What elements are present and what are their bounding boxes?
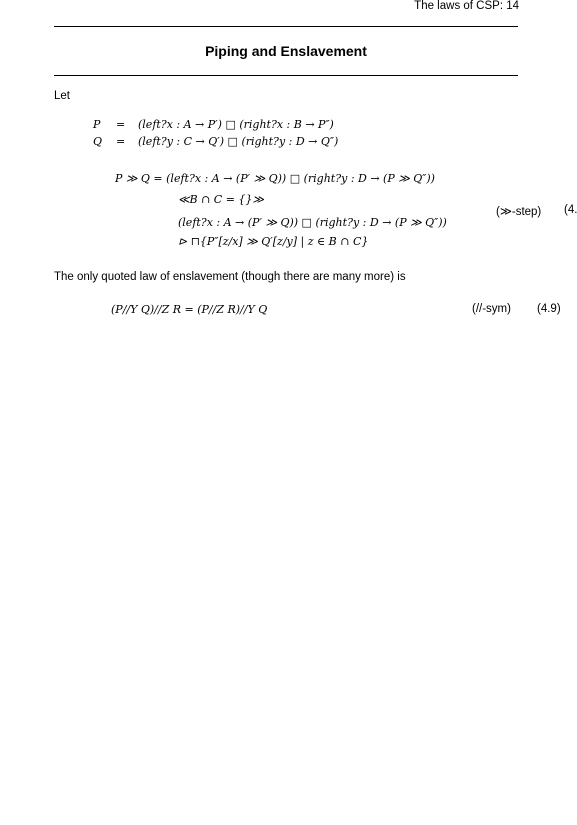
law1-fourth-line: ⊳ ⊓{P″[z/x] ≫ Q′[z/y] | z ∈ B ∩ C} [178,235,369,248]
def-q-rhs: (left?y : C → Q′) □ (right?y : D → Q″) [138,135,339,148]
law2-tag: (//-sym) [472,303,511,315]
law2-equation: (P//Y Q)//Z R = (P//Z R)//Y Q [111,303,268,316]
law1-first-line: P ≫ Q = (left?x : A → (P′ ≫ Q)) □ (right?y : D → (P ≫ Q″)) [115,172,435,185]
let-word: Let [54,90,70,102]
def-q-lhs: Q [93,135,103,148]
law1-third-line: (left?x : A → (P′ ≫ Q)) □ (right?y : D → (P ≫ Q″)) [178,216,447,229]
top-rule [54,26,518,27]
paragraph-text: The only quoted law of enslavement (though there are many more) is [54,271,406,283]
def-p-lhs: P [93,118,101,131]
law1-tag: (≫-step) [496,206,542,218]
running-header: The laws of CSP: 14 [414,0,519,12]
def-q-eq: = [116,135,126,148]
law1-condition: ≪B ∩ C = {}≫ [178,193,264,206]
def-p-eq: = [116,118,126,131]
law1-number: (4. [564,204,577,216]
def-p-rhs: (left?x : A → P′) □ (right?x : B → P″) [138,118,334,131]
title-rule [54,75,518,76]
section-title: Piping and Enslavement [205,43,367,59]
law2-number: (4.9) [537,303,561,315]
